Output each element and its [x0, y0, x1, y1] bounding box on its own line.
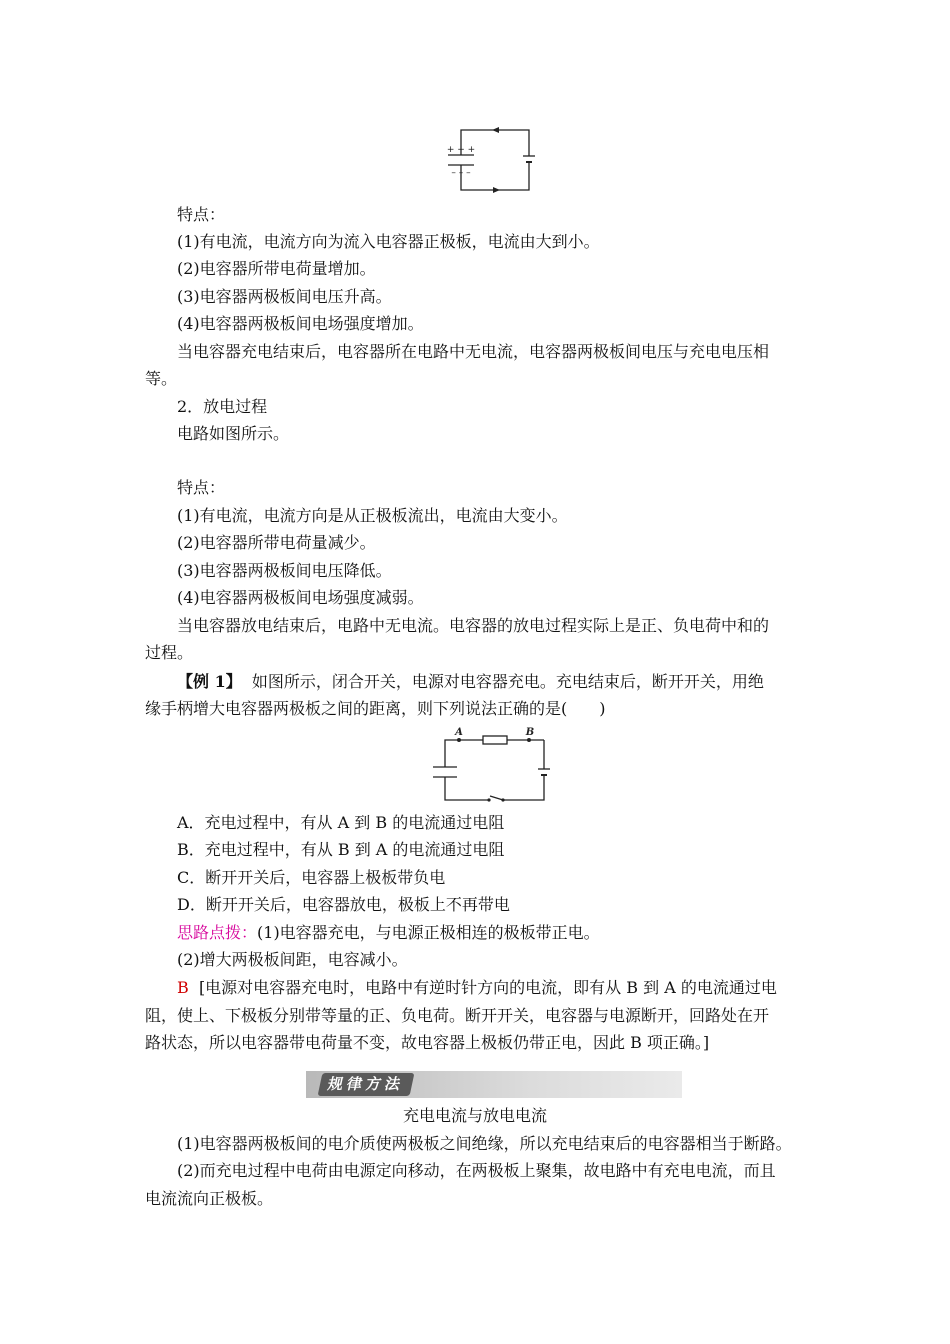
hint-line-1 — [177, 923, 600, 943]
answer-text-1: [电源对电容器充电时，电路中有逆时针方向的电流，即有从 B 到 A 的电流通过电 — [198, 978, 777, 997]
charge-item-4: (4)电容器两极板间电场强度增加。 — [177, 314, 424, 333]
example-stem-text: 如图所示，闭合开关，电源对电容器充电。充电结束后，断开开关，用绝 — [251, 672, 764, 691]
answer-line-1 — [177, 978, 777, 998]
option-a: A．充电过程中，有从 A 到 B 的电流通过电阻 — [177, 813, 505, 832]
charge-heading: 特点： — [177, 205, 226, 224]
discharge-intro: 电路如图所示。 — [177, 424, 290, 443]
hint-text-1: (1)电容器充电，与电源正极相连的极板带正电。 — [257, 923, 600, 942]
method-title: 充电电流与放电电流 — [402, 1106, 547, 1125]
discharge-title: 2．放电过程 — [177, 397, 268, 416]
answer-letter: B — [177, 978, 189, 997]
option-d: D．断开开关后，电容器放电，极板上不再带电 — [177, 895, 510, 914]
example-label: 【例 1】 — [177, 672, 242, 691]
discharge-item-2: (2)电容器所带电荷量减少。 — [177, 533, 376, 552]
example-stem-line-1 — [177, 672, 764, 692]
discharge-item-3: (3)电容器两极板间电压降低。 — [177, 561, 392, 580]
charging-circuit-diagram — [440, 122, 560, 202]
positive-charges-label: + + + — [446, 145, 476, 155]
method-item-1: (1)电容器两极板间的电介质使两极板之间绝缘，所以充电结束后的电容器相当于断路。 — [177, 1134, 792, 1153]
method-item-2: (2)而充电过程中电荷由电源定向移动，在两极板上聚集，故电路中有充电电流，而且 — [177, 1161, 776, 1180]
discharge-summary-line-1: 当电容器放电结束后，电路中无电流。电容器的放电过程实际上是正、负电荷中和的 — [177, 616, 770, 635]
method-banner — [306, 1071, 682, 1098]
answer-line-2: 阻，使上、下极板分别带等量的正、负电荷。断开开关，电容器与电源断开，回路处在开 — [145, 1006, 770, 1025]
charge-item-1: (1)有电流，电流方向为流入电容器正极板，电流由大到小。 — [177, 232, 600, 251]
point-a-label: A — [455, 727, 463, 738]
hint-label: 思路点拨： — [177, 923, 258, 942]
charge-item-3: (3)电容器两极板间电压升高。 — [177, 287, 392, 306]
hint-line-2: (2)增大两极板间距，电容减小。 — [177, 950, 408, 969]
negative-charges-label: – – – — [451, 168, 471, 178]
example-stem-line-2: 缘手柄增大电容器两极板之间的距离，则下列说法正确的是( ) — [145, 699, 606, 718]
discharge-summary-line-2: 过程。 — [145, 643, 194, 662]
discharge-item-1: (1)有电流，电流方向是从正极板流出，电流由大变小。 — [177, 506, 568, 525]
example-circuit-diagram — [425, 725, 555, 805]
method-item-3: 电流流向正极板。 — [145, 1189, 274, 1208]
charge-summary-line-2: 等。 — [145, 369, 178, 388]
discharge-item-4: (4)电容器两极板间电场强度减弱。 — [177, 588, 424, 607]
point-b-label: B — [525, 727, 535, 738]
method-banner-label: 规律方法 — [318, 1073, 415, 1096]
option-c: C．断开开关后，电容器上极板带负电 — [177, 868, 446, 887]
charge-summary-line-1: 当电容器充电结束后，电容器所在电路中无电流，电容器两极板间电压与充电电压相 — [177, 342, 770, 361]
answer-line-3: 路状态，所以电容器带电荷量不变，故电容器上极板仍带正电，因此 B 项正确。] — [145, 1033, 710, 1052]
charge-item-2: (2)电容器所带电荷量增加。 — [177, 259, 376, 278]
discharge-heading: 特点： — [177, 478, 226, 497]
option-b: B．充电过程中，有从 B 到 A 的电流通过电阻 — [177, 840, 505, 859]
